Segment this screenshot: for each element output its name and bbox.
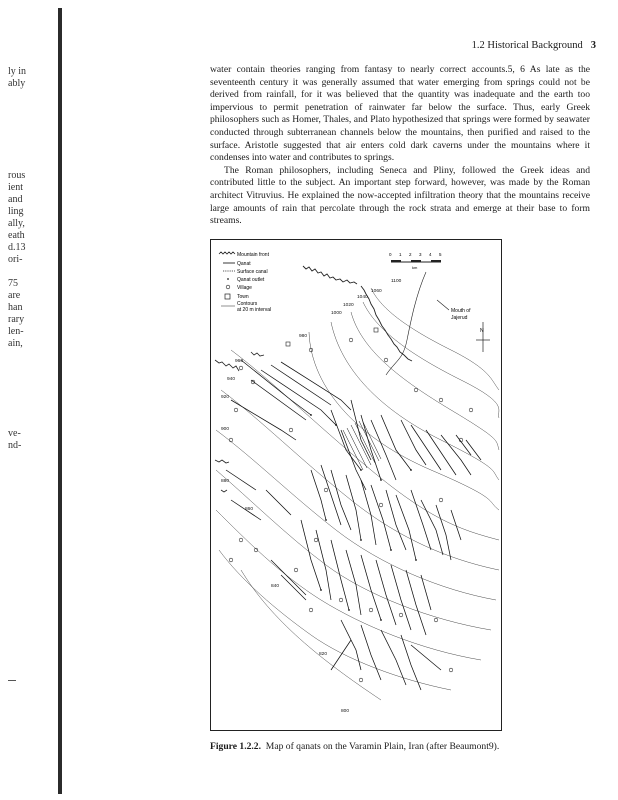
gutter-fragment: ling — [8, 206, 24, 217]
page-binding-edge — [58, 8, 62, 794]
contour-label: 940 — [227, 377, 236, 382]
scale-tick: 1 — [399, 252, 402, 257]
legend-label: Qanat outlet — [237, 277, 265, 283]
facing-page-gutter — [0, 0, 62, 800]
mountain-front-line — [215, 460, 229, 492]
contour-label: 840 — [271, 584, 280, 589]
gutter-fragment: and — [8, 194, 23, 205]
qanat-map-figure — [210, 239, 502, 731]
gutter-fragment: len- — [8, 326, 24, 337]
town-symbol — [225, 294, 230, 299]
paragraph: water contain theories ranging from fantasy to nearly correct accounts.5, 6 As late as the seventeenth century it was generally assumed that water emerging from springs could not be derived from rainfall, for it was believed that the quantity was inadequate and the earth too impervious to permit penetration of rainwater far below the surface. Thus, early Greek philosophers such as Homer, Thales, and Plato hypothesized that springs were formed by seawater conducted through subterranean channels below the mountains, then purified and raised to the surface. Aristotle suggested that air enters cold dark caverns under the mountains where it condenses into water and contributes to springs. — [210, 64, 590, 164]
caption-label: Figure 1.2.2. — [210, 741, 261, 752]
section-title: 1.2 Historical Background — [471, 40, 583, 51]
qanat-outlet-symbol — [227, 278, 229, 280]
gutter-fragment: ori- — [8, 254, 23, 265]
contour-label: 860 — [245, 507, 254, 512]
gutter-fragment: 75 — [8, 278, 18, 289]
legend-label: Contours — [237, 301, 258, 307]
gutter-fragment: d.13 — [8, 242, 26, 253]
scale-bar — [389, 252, 442, 270]
contour-label: 880 — [221, 479, 230, 484]
scale-tick: 3 — [419, 252, 422, 257]
legend-label: Qanat — [237, 261, 251, 267]
gutter-fragment: ain, — [8, 338, 23, 349]
gutter-fragment: ient — [8, 182, 23, 193]
town-marker — [374, 328, 378, 332]
legend-label: Surface canal — [237, 269, 268, 275]
mouth-label: Mouth of — [451, 308, 471, 314]
gutter-fragment: nd- — [8, 440, 22, 451]
gutter-fragment: ably — [8, 78, 26, 89]
map-legend — [219, 252, 271, 313]
contour-label: 820 — [319, 652, 328, 657]
contour-label: 920 — [221, 395, 230, 400]
gutter-fragment: eath — [8, 230, 25, 241]
contour-label: 980 — [299, 334, 308, 339]
contour-lines — [216, 288, 499, 700]
paragraph: The Roman philosophers, including Seneca and Pliny, followed the Greek ideas and contributed little to the subject. An important step forward, however, was made by the Roman architect Vitruvius. He explained the now-accepted infiltration theory that the mountains receive large amounts of rain that percolate through the rock strata and emerge at their base to form streams. — [210, 164, 590, 227]
page-number: 3 — [590, 40, 596, 51]
village-markers — [229, 338, 473, 682]
legend-label: Town — [237, 294, 249, 300]
contour-label: 800 — [341, 709, 350, 714]
qanat-lines — [226, 360, 481, 690]
qanat-map — [211, 240, 501, 730]
scale-tick: 2 — [409, 252, 412, 257]
gutter-fragment: ly in — [8, 66, 27, 77]
contour-label: 1100 — [391, 279, 402, 284]
mountain-front-line — [303, 266, 357, 284]
mountain-front-symbol — [219, 252, 235, 254]
scale-tick: 0 — [389, 252, 392, 257]
gutter-fragment: rous — [8, 170, 26, 181]
contour-label: 1060 — [371, 289, 382, 294]
contour-label: 1020 — [343, 303, 354, 308]
village-symbol — [226, 285, 230, 289]
north-label: N — [480, 328, 484, 334]
running-head — [472, 40, 596, 51]
contour-label: 960 — [235, 359, 244, 364]
jajerud-river — [386, 272, 426, 375]
scale-unit: km — [412, 265, 418, 270]
legend-label: Mountain front — [237, 252, 269, 258]
gutter-mark — [8, 680, 16, 681]
gutter-fragment: ally, — [8, 218, 25, 229]
gutter-fragment: rary — [8, 314, 25, 325]
gutter-fragment: han — [8, 302, 23, 313]
north-arrow — [476, 322, 490, 352]
town-marker — [286, 342, 290, 346]
mouth-label: Jajerud — [451, 315, 468, 321]
gutter-fragment: are — [8, 290, 21, 301]
body-text — [210, 64, 590, 228]
contour-label: 1000 — [331, 311, 342, 316]
gutter-fragment: ve- — [8, 428, 21, 439]
caption-text: Map of qanats on the Varamin Plain, Iran (after Beaumont9). — [265, 741, 500, 752]
legend-label: Village — [237, 285, 252, 291]
contour-label: 900 — [221, 427, 230, 432]
scale-tick: 5 — [439, 252, 442, 257]
figure-caption — [210, 741, 499, 752]
contour-label: 1040 — [357, 295, 368, 300]
scale-tick: 4 — [429, 252, 432, 257]
legend-label: at 20 m interval — [237, 307, 272, 313]
